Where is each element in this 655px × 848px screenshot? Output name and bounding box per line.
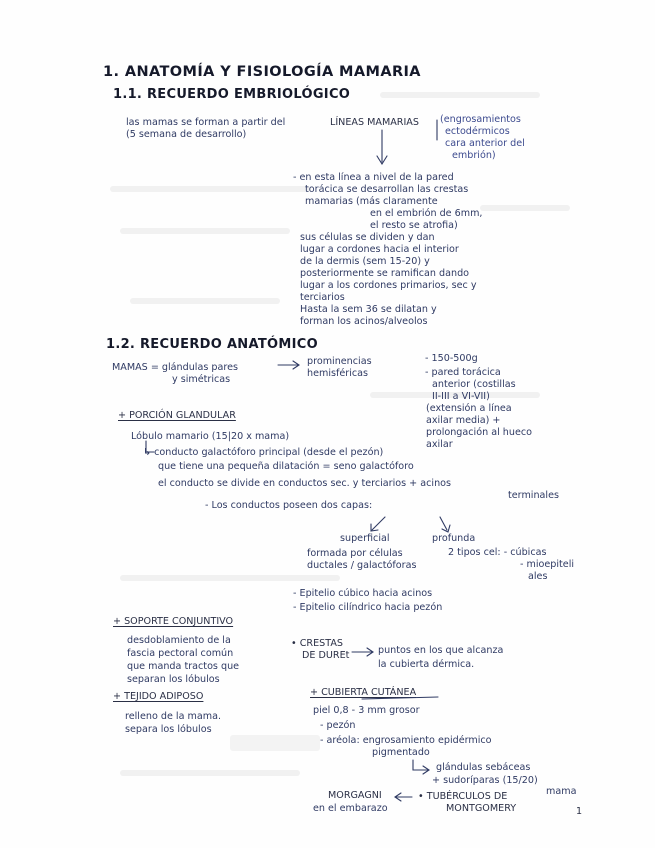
note-line: embrión)	[452, 150, 496, 161]
note-line: - Los conductos poseen dos capas:	[205, 500, 373, 511]
note-line: puntos en los que alcanza	[378, 645, 504, 656]
note-line: glándulas sebáceas	[436, 762, 531, 773]
note-line: el resto se atrofia)	[370, 220, 458, 231]
note-line: (engrosamientos	[440, 114, 521, 125]
note-line: mama	[546, 786, 577, 797]
section-heading: 1.2. RECUERDO ANATÓMICO	[106, 337, 318, 352]
note-line: 2 tipos cel: - cúbicas	[448, 547, 547, 558]
hook-arrow-icon	[146, 441, 154, 452]
note-line: que tiene una pequeña dilatación = seno galactóforo	[158, 461, 414, 472]
note-line: axilar	[426, 439, 453, 450]
note-line: (extensión a línea	[426, 403, 512, 414]
hook-arrow-icon	[413, 760, 428, 770]
subheading: + SOPORTE CONJUNTIVO	[113, 616, 234, 627]
note-line: formada por células	[307, 548, 403, 559]
note-line: MONTGOMERY	[446, 803, 517, 814]
branch-arrow-icon	[440, 517, 447, 530]
note-line: la cubierta dérmica.	[378, 659, 475, 670]
note-line: - pared torácica	[425, 367, 501, 378]
note-line: II-III a VI-VII)	[432, 391, 490, 402]
note-line: las mamas se forman a partir del	[126, 117, 286, 128]
subheading: + TEJIDO ADIPOSO	[113, 691, 204, 702]
subheading: + CUBIERTA CUTÁNEA	[310, 687, 417, 698]
note-line: - mioepiteli	[520, 559, 575, 570]
note-line: forman los acinos/alveolos	[300, 316, 428, 327]
note-line: superficial	[340, 533, 390, 544]
note-line: anterior (costillas	[432, 379, 516, 390]
note-line: terminales	[508, 490, 559, 501]
page-title: 1. ANATOMÍA Y FISIOLOGÍA MAMARIA	[103, 64, 421, 80]
note-line: terciarios	[300, 292, 345, 303]
note-line: de la dermis (sem 15-20) y	[300, 256, 430, 267]
note-line: prominencias	[307, 356, 372, 367]
note-line: lugar a los cordones primarios, sec y	[300, 280, 477, 291]
note-line: relleno de la mama.	[125, 711, 222, 722]
note-line: cara anterior del	[445, 138, 525, 149]
note-line: Lóbulo mamario (15|20 x mama)	[131, 431, 290, 442]
note-line: ductales / galactóforas	[307, 560, 417, 571]
note-line: axilar media) +	[426, 415, 501, 426]
note-line: - 150-500g	[425, 353, 478, 364]
note-line: prolongación al hueco	[426, 427, 533, 438]
key-term: LÍNEAS MAMARIAS	[330, 117, 419, 128]
note-line: DE DUREt	[302, 650, 350, 661]
note-line: - pezón	[320, 720, 356, 731]
note-line: y simétricas	[172, 374, 231, 385]
note-line: ectodérmicos	[445, 126, 510, 137]
note-line: MORGAGNI	[328, 790, 382, 801]
note-line: posteriormente se ramifican dando	[300, 268, 470, 279]
note-line: piel 0,8 - 3 mm grosor	[313, 705, 420, 716]
note-line: torácica se desarrollan las crestas	[305, 184, 469, 195]
note-line: separan los lóbulos	[127, 674, 220, 685]
note-line: mamarias (más claramente	[305, 196, 438, 207]
section-heading: 1.1. RECUERDO EMBRIOLÓGICO	[113, 87, 351, 102]
underline-stroke	[362, 697, 438, 699]
note-line: separa los lóbulos	[125, 724, 212, 735]
note-line: el conducto se divide en conductos sec. y terciarios + acinos	[158, 478, 452, 489]
note-line: • TUBÉRCULOS DE	[418, 791, 508, 802]
note-line: + sudoríparas (15/20)	[432, 775, 538, 786]
note-line: • CRESTAS	[291, 638, 343, 649]
note-line: - aréola: engrosamiento epidérmico	[320, 735, 492, 746]
note-line: - Epitelio cúbico hacia acinos	[293, 588, 433, 599]
note-line: pigmentado	[372, 747, 430, 758]
branch-arrow-icon	[372, 517, 385, 530]
note-line: sus células se dividen y dan	[300, 232, 435, 243]
note-line: en el embrión de 6mm,	[370, 208, 483, 219]
note-line: desdoblamiento de la	[127, 635, 231, 646]
page-number: 1	[576, 806, 583, 817]
note-line: lugar a cordones hacia el interior	[300, 244, 459, 255]
note-line: MAMAS = glándulas pares	[112, 362, 238, 373]
subheading: + PORCIÓN GLANDULAR	[118, 410, 236, 421]
note-line: que manda tractos que	[127, 661, 240, 672]
note-line: profunda	[432, 533, 476, 544]
note-line: hemisféricas	[307, 368, 369, 379]
note-line: (5 semana de desarrollo)	[126, 129, 247, 140]
note-line: - Epitelio cilíndrico hacia pezón	[293, 602, 443, 613]
note-line: ↳ conducto galactóforo principal (desde el pezón)	[143, 447, 384, 458]
note-line: - en esta línea a nivel de la pared	[293, 172, 454, 183]
note-line: en el embarazo	[313, 803, 388, 814]
note-line: fascia pectoral común	[127, 648, 234, 659]
note-line: Hasta la sem 36 se dilatan y	[300, 304, 437, 315]
note-line: ales	[528, 571, 548, 582]
